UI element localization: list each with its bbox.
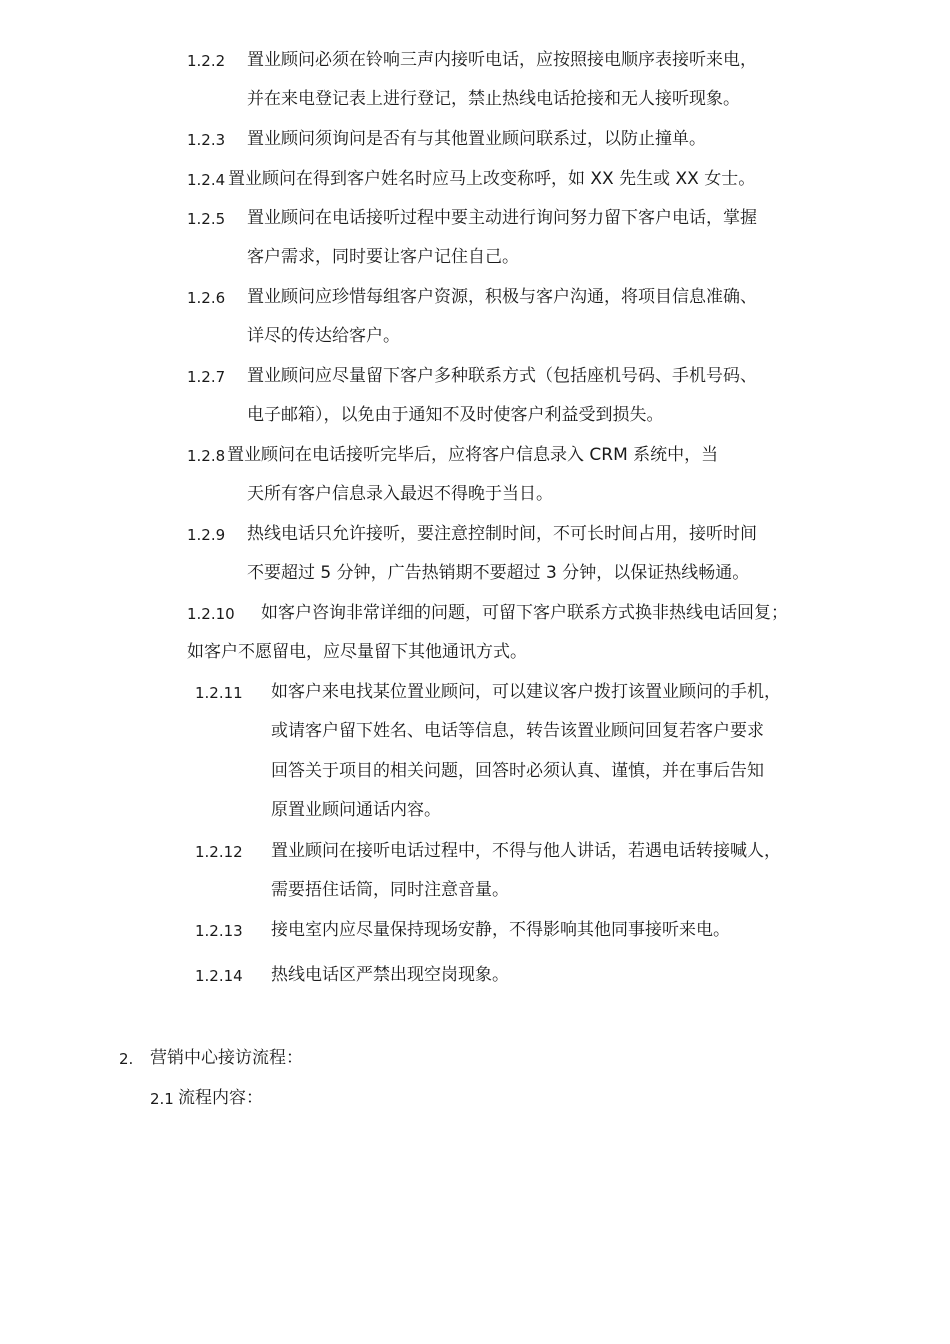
item-number: 1.2.3 <box>187 131 226 149</box>
item-number: 1.2.11 <box>195 684 243 702</box>
item-number: 1.2.7 <box>187 368 226 386</box>
item-text: 客户需求，同时要让客户记住自己。 <box>247 247 519 267</box>
item-number: 1.2.9 <box>187 526 226 544</box>
item-number: 1.2.5 <box>187 210 226 228</box>
item-text: 不要超过 5 分钟，广告热销期不要超过 3 分钟，以保证热线畅通。 <box>247 563 750 583</box>
item-text: 详尽的传达给客户。 <box>247 326 400 346</box>
item-text: 置业顾问在得到客户姓名时应马上改变称呼，如 XX 先生或 XX 女士。 <box>228 169 756 189</box>
item-text: 热线电话只允许接听，要注意控制时间，不可长时间占用，接听时间 <box>247 524 757 544</box>
item-number: 1.2.8 <box>187 447 226 465</box>
item-text: 热线电话区严禁出现空岗现象。 <box>271 965 509 985</box>
item-text: 如客户来电找某位置业顾问，可以建议客户拨打该置业顾问的手机， <box>271 682 781 702</box>
item-number: 1.2.14 <box>195 967 243 985</box>
subsection-number: 2.1 <box>150 1090 174 1108</box>
item-text: 置业顾问在电话接听过程中要主动进行询问努力留下客户电话，掌握 <box>247 208 757 228</box>
item-text: 原置业顾问通话内容。 <box>271 800 441 820</box>
item-number: 1.2.4 <box>187 171 226 189</box>
item-text: 置业顾问在接听电话过程中，不得与他人讲话，若遇电话转接喊人， <box>271 841 781 861</box>
item-text: 置业顾问须询问是否有与其他置业顾问联系过，以防止撞单。 <box>247 129 706 149</box>
item-text: 如客户不愿留电，应尽量留下其他通讯方式。 <box>187 642 527 662</box>
item-text: 置业顾问应珍惜每组客户资源，积极与客户沟通，将项目信息准确、 <box>247 287 757 307</box>
item-text: 并在来电登记表上进行登记，禁止热线电话抢接和无人接听现象。 <box>247 89 740 109</box>
item-text: 需要捂住话筒，同时注意音量。 <box>271 880 509 900</box>
item-number: 1.2.12 <box>195 843 243 861</box>
item-text: 接电室内应尽量保持现场安静，不得影响其他同事接听来电。 <box>271 920 730 940</box>
item-text: 置业顾问在电话接听完毕后，应将客户信息录入 CRM 系统中，当 <box>227 445 719 465</box>
section-number: 2. <box>119 1050 134 1068</box>
subsection-title: 流程内容： <box>178 1088 263 1108</box>
item-text: 回答关于项目的相关问题，回答时必须认真、谨慎，并在事后告知 <box>271 761 764 781</box>
item-text: 或请客户留下姓名、电话等信息，转告该置业顾问回复若客户要求 <box>271 721 764 741</box>
item-number: 1.2.6 <box>187 289 226 307</box>
item-text: 置业顾问应尽量留下客户多种联系方式（包括座机号码、手机号码、 <box>247 366 757 386</box>
item-text: 电子邮箱），以免由于通知不及时使客户利益受到损失。 <box>247 405 664 425</box>
item-text: 置业顾问必须在铃响三声内接听电话，应按照接电顺序表接听来电， <box>247 50 757 70</box>
item-number: 1.2.10 <box>187 605 235 623</box>
item-number: 1.2.13 <box>195 922 243 940</box>
item-number: 1.2.2 <box>187 52 226 70</box>
item-text: 天所有客户信息录入最迟不得晚于当日。 <box>247 484 553 504</box>
section-title: 营销中心接访流程： <box>150 1048 303 1068</box>
item-text: 如客户咨询非常详细的问题，可留下客户联系方式换非热线电话回复； <box>261 603 788 623</box>
